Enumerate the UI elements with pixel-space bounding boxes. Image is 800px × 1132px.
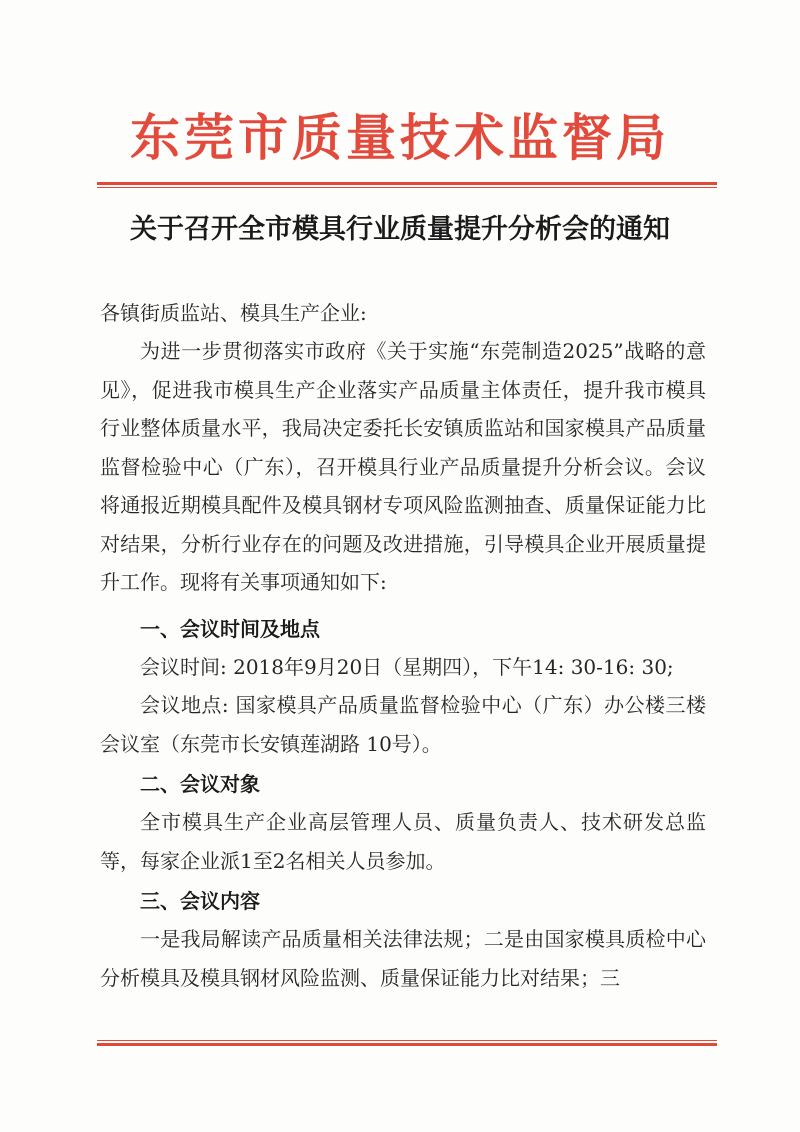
footer-rule-thin xyxy=(97,1040,717,1041)
attendees-paragraph: 全市模具生产企业高层管理人员、质量负责人、技术研发总监等，每家企业派1至2名相关人员参加。 xyxy=(100,810,706,873)
letterhead-agency-name: 东莞市质量技术监督局 xyxy=(130,108,670,167)
meeting-time: 会议时间: 2018年9月20日（星期四），下午14: 30-16: 30; xyxy=(140,655,674,679)
section-heading-time-place: 一、会议时间及地点 xyxy=(140,617,320,641)
footer-rule-thick xyxy=(97,1043,717,1046)
letterhead-rule-thick xyxy=(97,182,717,185)
section-heading-content: 三、会议内容 xyxy=(140,889,260,913)
content-paragraph: 一是我局解读产品质量相关法律法规；二是由国家模具质检中心分析模具及模具钢材风险监测、质量保证能力比对结果；三 xyxy=(100,927,706,990)
salutation: 各镇街质监站、模具生产企业: xyxy=(100,301,367,325)
intro-paragraph: 为进一步贯彻落实市政府《关于实施“东莞制造2025”战略的意见》，促进我市模具生产企业落实产品质量主体责任，提升我市模具行业整体质量水平，我局决定委托长安镇质监站和国家模具产品质量监督检验中心（广东），召开模具行业产品质量提升分析会议。会议将通报近期模具配件及模具钢材专项风险监测抽查、质量保证能力比对结果，分析行业存在的问题及改进措施，引导模具企业开展质量提升工作。现将有关事项通知如下: xyxy=(100,339,706,594)
letterhead-rule-thin xyxy=(97,187,717,188)
notice-title: 关于召开全市模具行业质量提升分析会的通知 xyxy=(130,214,670,245)
section-heading-attendees: 二、会议对象 xyxy=(140,772,260,796)
meeting-place: 会议地点: 国家模具产品质量监督检验中心（广东）办公楼三楼会议室（东莞市长安镇莲湖路 10号）。 xyxy=(100,693,706,756)
